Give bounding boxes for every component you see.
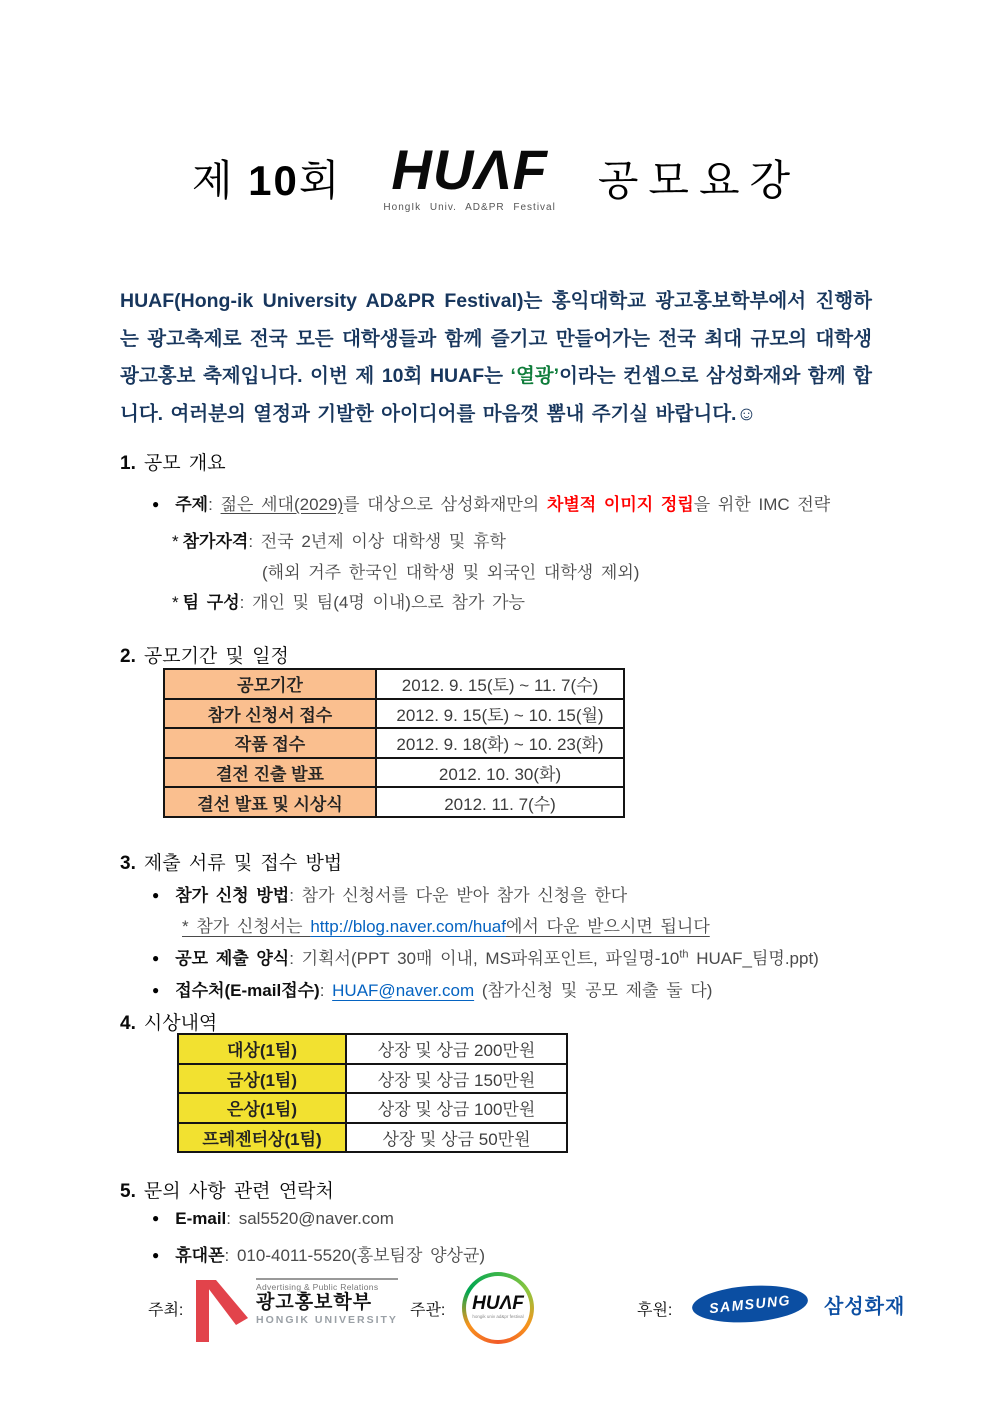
team-text: : 개인 및 팀(4명 이내)으로 참가 가능	[239, 593, 525, 612]
format-pre: : 기획서(PPT 30매 이내, MS파워포인트, 파일명-10	[289, 949, 680, 968]
table-row	[178, 1034, 567, 1064]
receive-colon: :	[319, 981, 333, 1000]
award-label: 프레젠터상(1팀)	[178, 1123, 346, 1153]
bullet-icon: ●	[152, 951, 160, 965]
blog-link[interactable]: http://blog.naver.com/huaf	[310, 917, 506, 936]
format-line	[152, 944, 819, 969]
section4-number: 4.	[120, 1013, 136, 1034]
awards-table	[177, 1033, 568, 1153]
topic-colon: :	[208, 495, 221, 514]
receive-post: (참가신청 및 공모 제출 둘 다)	[474, 981, 713, 1000]
section3-heading	[120, 848, 342, 875]
schedule-value: 2012. 9. 15(토) ~ 10. 15(월)	[376, 699, 624, 729]
sponsor-label: 후원:	[637, 1302, 673, 1319]
section3-number: 3.	[120, 853, 136, 874]
section5-number: 5.	[120, 1181, 136, 1202]
contact-phone-line	[152, 1241, 485, 1266]
section1-heading	[120, 448, 226, 475]
qualification-note	[262, 558, 639, 583]
samsung-oval-icon	[691, 1282, 809, 1326]
title-je: 제	[191, 157, 249, 204]
hongik-university: HONGIK UNIVERSITY	[256, 1314, 398, 1326]
section1-number: 1.	[120, 453, 136, 474]
intro-body-1: 는 홍익대학교 광고홍보학부에서 진행하는 광고축제로 전국 모든 대학생들과 함께 즐기고 만들어가는 전국 최대 규모의 대학생 광고홍보 축제입니다. 이번 제	[120, 290, 873, 387]
table-row	[164, 699, 624, 729]
award-label: 은상(1팀)	[178, 1093, 346, 1123]
contact-phone-value: : 010-4011-5520(홍보팀장 양상균)	[224, 1246, 486, 1265]
award-value: 상장 및 상금 200만원	[346, 1034, 567, 1064]
intro-lead: HUAF(Hong-ik University AD&PR Festival)	[120, 290, 524, 312]
huaf-ring-caption: hongik univ ad&pr festival	[472, 1314, 524, 1319]
hongik-name: 광고홍보학부	[256, 1292, 373, 1313]
huaf-logo-caption: HongIk Univ. AD&PR Festival	[383, 202, 556, 213]
schedule-table	[163, 668, 625, 818]
award-value: 상장 및 상금 50만원	[346, 1123, 567, 1153]
apply-method-text: : 참가 신청서를 다운 받아 참가 신청을 한다	[289, 886, 628, 905]
bullet-icon: ●	[152, 1248, 160, 1262]
format-sup: th	[679, 948, 689, 961]
apply-note-pre: * 참가 신청서는	[182, 917, 311, 936]
intro-concept: ‘열광’	[510, 365, 560, 387]
section2-number: 2.	[120, 646, 136, 667]
section1-title: 공모 개요	[143, 453, 226, 474]
topic-target: 젊은 세대(2029)	[220, 495, 344, 514]
table-row	[178, 1093, 567, 1123]
samsung-wordmark: SAMSUNG	[708, 1291, 792, 1317]
receive-line	[152, 976, 712, 1001]
samsung-logo	[692, 1286, 905, 1322]
section4-heading	[120, 1008, 217, 1035]
topic-label: 주제	[175, 495, 209, 514]
section2-heading	[120, 641, 289, 668]
qualification-text: : 전국 2년제 이상 대학생 및 휴학	[248, 532, 506, 551]
schedule-value: 2012. 9. 15(토) ~ 11. 7(수)	[376, 669, 624, 699]
title-prefix	[192, 140, 342, 208]
table-row	[164, 787, 624, 817]
host-label: 주최:	[148, 1302, 184, 1319]
intro-edition: 10회 HUAF	[381, 365, 485, 387]
receive-label: 접수처(E-mail접수)	[175, 981, 320, 1000]
format-post: HUAF_팀명.ppt)	[688, 949, 819, 968]
section5-heading	[120, 1176, 334, 1203]
hongik-logo	[192, 1278, 398, 1344]
qualification-note-text: (해외 거주 한국인 대학생 및 외국인 대학생 제외)	[262, 563, 640, 582]
table-row	[178, 1064, 567, 1094]
table-row	[164, 669, 624, 699]
intro-body-3: 이라는 컨셉으로 삼성화재와 함께 합니다. 여러분의 열정과 기발한 아이디어를 마음껏 뽐내 주기실 바랍니다.	[120, 365, 872, 425]
intro-body-2: 는	[484, 365, 511, 387]
huaf-ring-logo	[462, 1272, 534, 1344]
contact-email-label: E-mail	[175, 1209, 227, 1228]
qualification-label: 참가자격	[182, 532, 249, 551]
schedule-value: 2012. 11. 7(수)	[376, 787, 624, 817]
title-suffix: 공모요강	[597, 157, 801, 204]
smiley-icon: ☺	[736, 402, 757, 425]
document-title	[0, 140, 992, 213]
bullet-icon: ●	[152, 1211, 160, 1225]
schedule-label: 결선 발표 및 시상식	[164, 787, 376, 817]
apply-note-post: 에서 다운 받으시면 됩니다	[505, 917, 710, 936]
apply-method-label: 참가 신청 방법	[175, 886, 290, 905]
huaf-logo	[383, 140, 555, 213]
table-row	[164, 758, 624, 788]
bullet-icon: ●	[152, 497, 160, 511]
team-line	[172, 588, 525, 613]
star-icon: *	[172, 532, 179, 551]
topic-tail: 을 위한 IMC 전략	[693, 495, 831, 514]
team-label: 팀 구성	[182, 593, 240, 612]
title-hoe: 회	[298, 157, 342, 204]
format-label: 공모 제출 양식	[175, 949, 290, 968]
section5-title: 문의 사항 관련 연락처	[143, 1181, 334, 1202]
award-label: 대상(1팀)	[178, 1034, 346, 1064]
topic-line	[152, 490, 830, 515]
hongik-logo-text	[256, 1278, 398, 1326]
section4-title: 시상내역	[143, 1013, 218, 1034]
hongik-arrow-icon	[192, 1278, 250, 1344]
topic-mid: 를 대상으로 삼성화재만의	[343, 495, 547, 514]
award-value: 상장 및 상금 100만원	[346, 1093, 567, 1123]
bullet-icon: ●	[152, 888, 160, 902]
schedule-label: 결전 진출 발표	[164, 758, 376, 788]
huaf-logo-wordmark: HUΛF	[391, 138, 548, 201]
intro-paragraph	[120, 283, 872, 433]
email-link[interactable]: HUAF@naver.com	[332, 981, 475, 1000]
title-number: 10	[248, 157, 299, 204]
bullet-icon: ●	[152, 983, 160, 997]
apply-note-line	[182, 912, 710, 937]
table-row	[178, 1123, 567, 1153]
contact-phone-label: 휴대폰	[175, 1246, 225, 1265]
apply-note	[182, 917, 710, 936]
contact-email-line	[152, 1209, 394, 1229]
award-label: 금상(1팀)	[178, 1064, 346, 1094]
schedule-label: 작품 접수	[164, 728, 376, 758]
qualification-line	[172, 527, 506, 552]
apply-method-line	[152, 881, 627, 906]
section2-title: 공모기간 및 일정	[143, 646, 289, 667]
schedule-label: 공모기간	[164, 669, 376, 699]
section3-title: 제출 서류 및 접수 방법	[143, 853, 343, 874]
organizer-label: 주관:	[410, 1302, 446, 1319]
topic-emphasis: 차별적 이미지 정립	[546, 495, 694, 514]
sponsor-name: 삼성화재	[824, 1295, 906, 1318]
schedule-value: 2012. 9. 18(화) ~ 10. 23(화)	[376, 728, 624, 758]
hongik-caption: Advertising & Public Relations	[256, 1282, 379, 1292]
star-icon: *	[172, 593, 179, 612]
schedule-label: 참가 신청서 접수	[164, 699, 376, 729]
contact-email-value: : sal5520@naver.com	[226, 1209, 394, 1228]
award-value: 상장 및 상금 150만원	[346, 1064, 567, 1094]
schedule-value: 2012. 10. 30(화)	[376, 758, 624, 788]
huaf-ring-wordmark: HUΛF	[472, 1293, 524, 1314]
table-row	[164, 728, 624, 758]
